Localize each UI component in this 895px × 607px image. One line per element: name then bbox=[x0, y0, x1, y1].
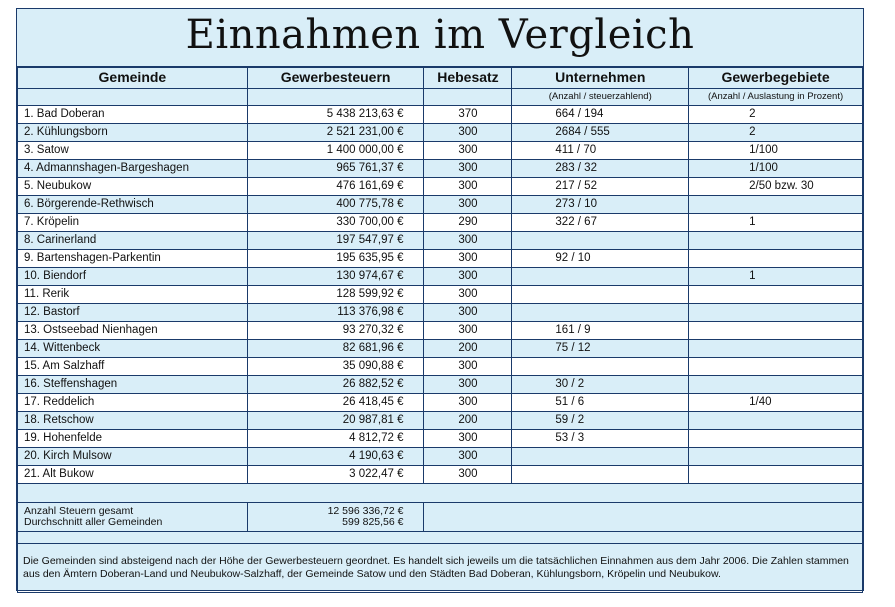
cell-gemeinde: 21. Alt Bukow bbox=[18, 466, 248, 484]
cell-gemeinde: 15. Am Salzhaff bbox=[18, 358, 248, 376]
cell-gewerbesteuern: 128 599,92 € bbox=[247, 286, 424, 304]
cell-hebesatz: 370 bbox=[424, 106, 512, 124]
cell-gemeinde: 4. Admannshagen-Bargeshagen bbox=[18, 160, 248, 178]
cell-gewerbesteuern: 82 681,96 € bbox=[247, 340, 424, 358]
cell-gewerbegebiete: 1 bbox=[689, 214, 863, 232]
cell-unternehmen: 322 / 67 bbox=[512, 214, 689, 232]
cell-gemeinde: 3. Satow bbox=[18, 142, 248, 160]
cell-hebesatz: 290 bbox=[424, 214, 512, 232]
cell-gewerbesteuern: 476 161,69 € bbox=[247, 178, 424, 196]
cell-gemeinde: 20. Kirch Mulsow bbox=[18, 448, 248, 466]
cell-gewerbegebiete bbox=[689, 448, 863, 466]
cell-gewerbegebiete bbox=[689, 412, 863, 430]
cell-hebesatz: 200 bbox=[424, 412, 512, 430]
cell-unternehmen: 75 / 12 bbox=[512, 340, 689, 358]
table-row bbox=[18, 142, 863, 160]
table-row bbox=[18, 268, 863, 286]
cell-gewerbesteuern: 197 547,97 € bbox=[247, 232, 424, 250]
cell-gemeinde: 6. Börgerende-Rethwisch bbox=[18, 196, 248, 214]
cell-hebesatz: 300 bbox=[424, 160, 512, 178]
cell-gewerbesteuern: 5 438 213,63 € bbox=[247, 106, 424, 124]
cell-unternehmen bbox=[512, 358, 689, 376]
header-hebesatz: Hebesatz bbox=[424, 67, 512, 89]
cell-hebesatz: 300 bbox=[424, 250, 512, 268]
table-row bbox=[18, 412, 863, 430]
table-row bbox=[18, 376, 863, 394]
cell-gewerbegebiete bbox=[689, 286, 863, 304]
cell-gemeinde: 10. Biendorf bbox=[18, 268, 248, 286]
cell-hebesatz: 300 bbox=[424, 142, 512, 160]
cell-unternehmen bbox=[512, 286, 689, 304]
cell-gemeinde: 2. Kühlungsborn bbox=[18, 124, 248, 142]
cell-hebesatz: 300 bbox=[424, 286, 512, 304]
cell-hebesatz: 200 bbox=[424, 340, 512, 358]
table-row bbox=[18, 106, 863, 124]
cell-gewerbesteuern: 4 190,63 € bbox=[247, 448, 424, 466]
header-row bbox=[18, 67, 863, 89]
cell-hebesatz: 300 bbox=[424, 196, 512, 214]
cell-gemeinde: 17. Reddelich bbox=[18, 394, 248, 412]
cell-gewerbegebiete bbox=[689, 322, 863, 340]
cell-gemeinde: 7. Kröpelin bbox=[18, 214, 248, 232]
table-row bbox=[18, 160, 863, 178]
cell-hebesatz: 300 bbox=[424, 430, 512, 448]
average-label: Durchschnitt aller Gemeinden bbox=[24, 516, 163, 528]
cell-unternehmen: 59 / 2 bbox=[512, 412, 689, 430]
header-gewerbesteuern: Gewerbesteuern bbox=[247, 67, 424, 89]
table-row bbox=[18, 358, 863, 376]
cell-unternehmen: 92 / 10 bbox=[512, 250, 689, 268]
cell-gewerbegebiete bbox=[689, 304, 863, 322]
cell-gemeinde: 9. Bartenshagen-Parkentin bbox=[18, 250, 248, 268]
note-row bbox=[18, 544, 863, 593]
footnote: Die Gemeinden sind absteigend nach der Höhe der Gewerbesteuern geordnet. Es handelt sich jeweils um die tatsächlichen Einnahmen aus dem Jahr 2006. Die Zahlen stammen aus den Ämtern Doberan-Land und Neubukow-Salzhaff, der Gemeinde Satow und den Städten Bad Doberan, Kühlungsborn, Kröpelin und Neubukow. bbox=[18, 544, 863, 593]
header-unternehmen: Unternehmen bbox=[512, 67, 689, 89]
totals-values bbox=[247, 503, 424, 532]
cell-gewerbegebiete bbox=[689, 250, 863, 268]
cell-gewerbegebiete: 1/40 bbox=[689, 394, 863, 412]
cell-gemeinde: 19. Hohenfelde bbox=[18, 430, 248, 448]
cell-gewerbegebiete bbox=[689, 232, 863, 250]
totals-row bbox=[18, 503, 863, 532]
table-row bbox=[18, 466, 863, 484]
cell-gewerbesteuern: 35 090,88 € bbox=[247, 358, 424, 376]
table-row bbox=[18, 286, 863, 304]
cell-gewerbesteuern: 2 521 231,00 € bbox=[247, 124, 424, 142]
total-label: Anzahl Steuern gesamt bbox=[24, 505, 134, 517]
cell-unternehmen: 2684 / 555 bbox=[512, 124, 689, 142]
cell-gewerbesteuern: 93 270,32 € bbox=[247, 322, 424, 340]
cell-gewerbesteuern: 4 812,72 € bbox=[247, 430, 424, 448]
cell-gewerbegebiete bbox=[689, 466, 863, 484]
cell-hebesatz: 300 bbox=[424, 394, 512, 412]
cell-unternehmen bbox=[512, 466, 689, 484]
cell-unternehmen: 51 / 6 bbox=[512, 394, 689, 412]
cell-hebesatz: 300 bbox=[424, 178, 512, 196]
cell-gemeinde: 13. Ostseebad Nienhagen bbox=[18, 322, 248, 340]
cell-unternehmen bbox=[512, 268, 689, 286]
cell-gemeinde: 1. Bad Doberan bbox=[18, 106, 248, 124]
cell-gewerbegebiete: 1/100 bbox=[689, 160, 863, 178]
cell-gewerbegebiete bbox=[689, 358, 863, 376]
total-value: 12 596 336,72 € bbox=[327, 505, 404, 517]
cell-unternehmen bbox=[512, 448, 689, 466]
cell-unternehmen: 30 / 2 bbox=[512, 376, 689, 394]
cell-unternehmen: 161 / 9 bbox=[512, 322, 689, 340]
cell-gemeinde: 14. Wittenbeck bbox=[18, 340, 248, 358]
subheader-gewerbegebiete: (Anzahl / Auslastung in Prozent) bbox=[689, 89, 863, 106]
cell-unternehmen: 664 / 194 bbox=[512, 106, 689, 124]
table-row bbox=[18, 430, 863, 448]
spacer-row bbox=[18, 484, 863, 503]
header-gemeinde: Gemeinde bbox=[18, 67, 248, 89]
table-row bbox=[18, 124, 863, 142]
table-row bbox=[18, 214, 863, 232]
cell-gemeinde: 5. Neubukow bbox=[18, 178, 248, 196]
cell-gewerbegebiete: 2/50 bzw. 30 bbox=[689, 178, 863, 196]
cell-gewerbegebiete: 2 bbox=[689, 106, 863, 124]
comparison-table bbox=[17, 66, 863, 593]
cell-hebesatz: 300 bbox=[424, 376, 512, 394]
cell-gewerbegebiete bbox=[689, 196, 863, 214]
table-row bbox=[18, 196, 863, 214]
cell-gewerbesteuern: 1 400 000,00 € bbox=[247, 142, 424, 160]
cell-gewerbegebiete: 1 bbox=[689, 268, 863, 286]
page-title: Einnahmen im Vergleich bbox=[17, 9, 863, 68]
table-row bbox=[18, 394, 863, 412]
subheader-row bbox=[18, 89, 863, 106]
cell-gewerbesteuern: 965 761,37 € bbox=[247, 160, 424, 178]
cell-gewerbesteuern: 195 635,95 € bbox=[247, 250, 424, 268]
cell-hebesatz: 300 bbox=[424, 304, 512, 322]
cell-hebesatz: 300 bbox=[424, 358, 512, 376]
totals-labels bbox=[18, 503, 248, 532]
table-row bbox=[18, 322, 863, 340]
cell-gemeinde: 12. Bastorf bbox=[18, 304, 248, 322]
cell-unternehmen: 273 / 10 bbox=[512, 196, 689, 214]
cell-unternehmen: 217 / 52 bbox=[512, 178, 689, 196]
table-row bbox=[18, 250, 863, 268]
cell-unternehmen bbox=[512, 304, 689, 322]
cell-unternehmen: 411 / 70 bbox=[512, 142, 689, 160]
cell-gewerbegebiete bbox=[689, 340, 863, 358]
cell-gewerbesteuern: 400 775,78 € bbox=[247, 196, 424, 214]
cell-gemeinde: 8. Carinerland bbox=[18, 232, 248, 250]
average-value: 599 825,56 € bbox=[342, 516, 404, 528]
cell-hebesatz: 300 bbox=[424, 322, 512, 340]
cell-hebesatz: 300 bbox=[424, 448, 512, 466]
infographic-frame bbox=[16, 8, 864, 591]
cell-hebesatz: 300 bbox=[424, 466, 512, 484]
cell-gewerbegebiete bbox=[689, 430, 863, 448]
spacer-row bbox=[18, 532, 863, 544]
cell-gewerbegebiete: 2 bbox=[689, 124, 863, 142]
cell-gemeinde: 11. Rerik bbox=[18, 286, 248, 304]
cell-gemeinde: 18. Retschow bbox=[18, 412, 248, 430]
cell-unternehmen: 283 / 32 bbox=[512, 160, 689, 178]
cell-unternehmen bbox=[512, 232, 689, 250]
subheader-unternehmen: (Anzahl / steuerzahlend) bbox=[512, 89, 689, 106]
table-row bbox=[18, 340, 863, 358]
table-row bbox=[18, 178, 863, 196]
cell-gewerbegebiete bbox=[689, 376, 863, 394]
header-gewerbegebiete: Gewerbegebiete bbox=[689, 67, 863, 89]
cell-gewerbesteuern: 113 376,98 € bbox=[247, 304, 424, 322]
cell-hebesatz: 300 bbox=[424, 232, 512, 250]
cell-hebesatz: 300 bbox=[424, 124, 512, 142]
cell-gewerbesteuern: 130 974,67 € bbox=[247, 268, 424, 286]
cell-gewerbesteuern: 20 987,81 € bbox=[247, 412, 424, 430]
cell-gewerbesteuern: 26 882,52 € bbox=[247, 376, 424, 394]
cell-hebesatz: 300 bbox=[424, 268, 512, 286]
cell-gewerbesteuern: 330 700,00 € bbox=[247, 214, 424, 232]
table-row bbox=[18, 232, 863, 250]
cell-unternehmen: 53 / 3 bbox=[512, 430, 689, 448]
cell-gemeinde: 16. Steffenshagen bbox=[18, 376, 248, 394]
cell-gewerbesteuern: 26 418,45 € bbox=[247, 394, 424, 412]
table-row bbox=[18, 304, 863, 322]
cell-gewerbegebiete: 1/100 bbox=[689, 142, 863, 160]
cell-gewerbesteuern: 3 022,47 € bbox=[247, 466, 424, 484]
table-row bbox=[18, 448, 863, 466]
